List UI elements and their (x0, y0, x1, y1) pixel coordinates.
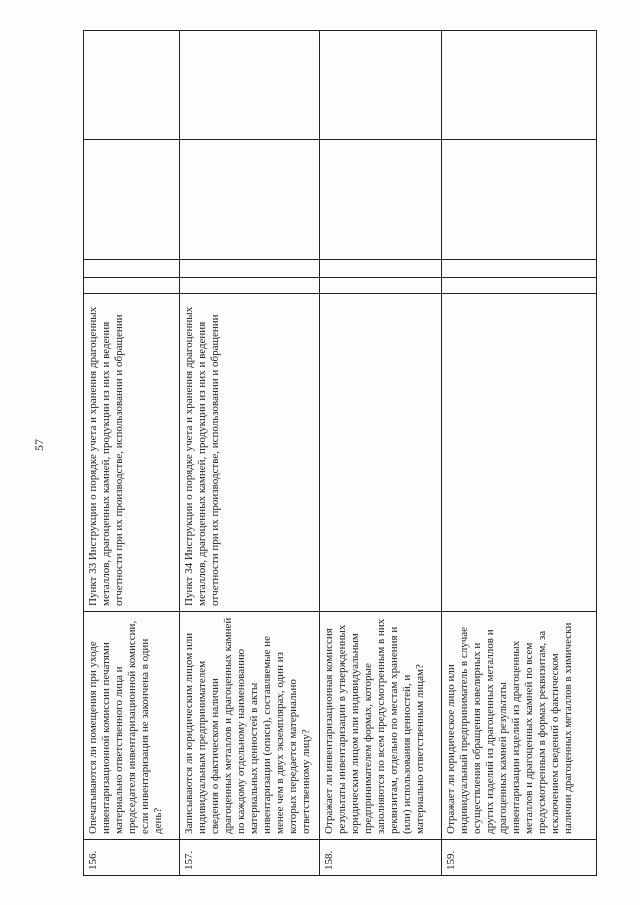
answer-cell (442, 278, 597, 294)
answer-cell (320, 140, 442, 260)
row-number: 158. (320, 840, 442, 876)
answer-cell (442, 140, 597, 260)
answer-cell (180, 140, 320, 260)
table-row (442, 31, 597, 876)
reference-cell: Пункт 34 Инструкции о порядке учета и хранения драгоценных металлов, драгоценных камней, продукции из них и ведения отчетности при их производстве, использовании и обращении (180, 294, 320, 612)
row-number: 159. (442, 840, 597, 876)
answer-cell (84, 140, 180, 260)
answer-cell (84, 260, 180, 278)
answer-cell (180, 278, 320, 294)
row-number: 157. (180, 840, 320, 876)
table-row (320, 31, 442, 876)
answer-cell (320, 278, 442, 294)
table-row (180, 31, 320, 876)
table-row (84, 31, 180, 876)
checklist-table (83, 30, 597, 876)
answer-cell (180, 260, 320, 278)
answer-cell (84, 278, 180, 294)
notes-cell (442, 31, 597, 140)
row-number: 156. (84, 840, 180, 876)
reference-cell (320, 294, 442, 612)
checklist-table-frame (83, 31, 596, 876)
question-cell: Отражает ли юридическое лицо или индивидуальный предприниматель в случае осуществления обращения ювелирных и других изделий из драгоценных металлов и драгоценных камней результаты инвентаризации изделий из драгоценных металлов и драгоценных камней по всем предусмотренным в формах реквизитам, за исключением сведений о фактическом наличии драгоценных металлов в химически (442, 612, 597, 840)
page-number: 57 (32, 439, 46, 451)
question-cell: Записываются ли юридическим лицом или индивидуальным предпринимателем сведения о фактическом наличии драгоценных металлов и драгоценных камней по каждому отдельному наименованию материальных ценностей в акты инвентаризации (описи), составляемые не менее чем в двух экземплярах, один из которых передается материально ответственному лицу? (180, 612, 320, 840)
question-cell: Опечатываются ли помещения при уходе инвентаризационной комиссии печатями материально ответственного лица и председателя инвентаризационной комиссии, если инвентаризация не закончена в один день? (84, 612, 180, 840)
notes-cell (320, 31, 442, 140)
answer-cell (320, 260, 442, 278)
reference-cell (442, 294, 597, 612)
notes-cell (84, 31, 180, 140)
reference-cell: Пункт 33 Инструкции о порядке учета и хранения драгоценных металлов, драгоценных камней, продукции из них и ведения отчетности при их производстве, использовании и обращении (84, 294, 180, 612)
notes-cell (180, 31, 320, 140)
question-cell: Отражает ли инвентаризационная комиссия результаты инвентаризации в утвержденных юридическим лицом или индивидуальным предпринимателем формах, которые заполняются по всем предусмотренным в них реквизитам, отдельно по местам хранения и (или) использования ценностей, и материально ответственным лицам? (320, 612, 442, 840)
answer-cell (442, 260, 597, 278)
